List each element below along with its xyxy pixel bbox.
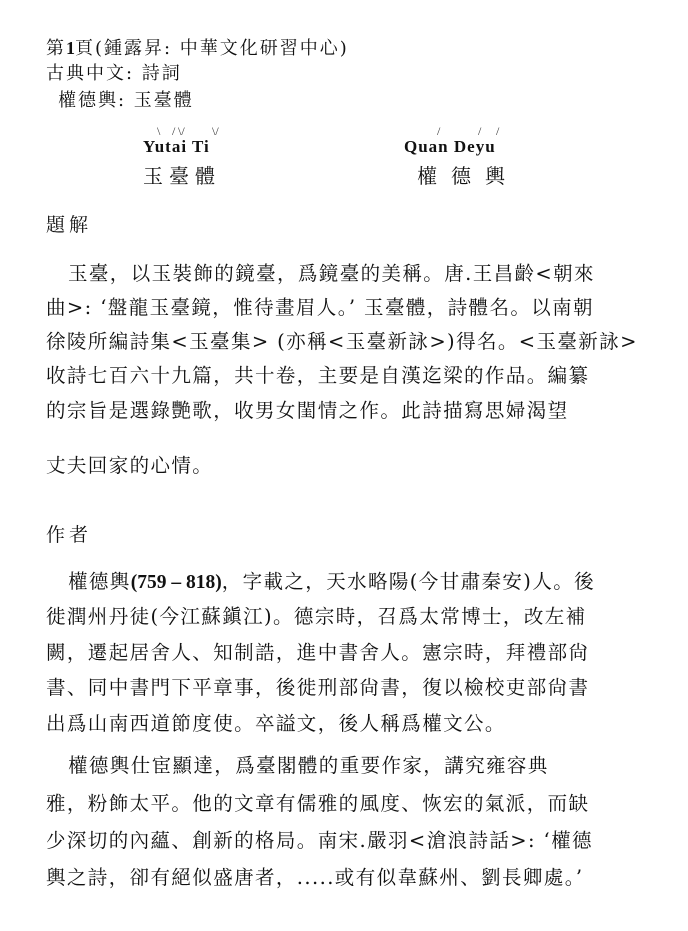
zuozhe-line: 權德輿仕宦顯達，爲臺閣體的重要作家，講究雍容典	[68, 754, 549, 777]
zuozhe-line: 闕，遷起居舍人、知制誥，進中書舍人。憲宗時，拜禮部尙	[46, 641, 590, 664]
page-label-suffix: 頁	[75, 38, 95, 59]
tijie-line: 收詩七百六十九篇，共十卷，主要是自漢迄梁的作品。編纂	[46, 364, 590, 387]
tone-mark: /	[172, 124, 176, 138]
tijie-line: 徐陵所編詩集<玉臺集> (亦稱<玉臺新詠>)得名。<玉臺新詠>	[46, 330, 638, 353]
poet-title-line: 權德輿: 玉臺體	[58, 90, 194, 111]
tone-mark: \/	[178, 124, 185, 138]
zuozhe-first-rest: ，字載之，天水略陽(今甘肅秦安)人。後	[221, 570, 596, 593]
section-heading-tijie: 題解	[46, 214, 93, 236]
tijie-line: 丈夫回家的心情。	[46, 454, 214, 477]
tone-mark: /	[478, 124, 482, 138]
tone-mark: \	[157, 124, 161, 138]
section-heading-zuozhe: 作者	[46, 524, 93, 546]
tijie-line: 的宗旨是選錄艷歌，收男女閨情之作。此詩描寫思婦渴望	[46, 399, 569, 422]
tone-mark: \/	[212, 124, 219, 138]
zuozhe-line: 書、同中書門下平章事，後徙刑部尙書，復以檢校吏部尙書	[46, 676, 590, 699]
zuozhe-line: 少深切的內蘊、創新的格局。南宋.嚴羽<滄浪詩話>: ‘權德	[46, 829, 593, 852]
author-note: (鍾露昇: 中華文化研習中心)	[95, 38, 349, 59]
tijie-line: 玉臺，以玉裝飾的鏡臺，爲鏡臺的美稱。唐.王昌齡<朝來	[68, 262, 595, 285]
zuozhe-line: 徙潤州丹徒(今江蘇鎭江)。德宗時，召爲太常博士，改左補	[46, 605, 587, 628]
tone-mark: /	[437, 124, 441, 138]
title-chars: 玉臺體	[143, 164, 221, 188]
header-page-line	[46, 36, 349, 61]
page-label: 第	[46, 38, 66, 59]
author-chars: 權德輿	[417, 164, 519, 188]
author-name: 權德輿	[68, 570, 131, 593]
zuozhe-line: 出爲山南西道節度使。卒謚文，後人稱爲權文公。	[46, 712, 506, 735]
zuozhe-line: 輿之詩，卻有絕似盛唐者，.....或有似韋蘇州、劉長卿處。’	[46, 866, 584, 889]
page-number: 1	[66, 38, 75, 58]
tijie-line: 曲>: ‘盤龍玉臺鏡，惟待畫眉人。’ 玉臺體，詩體名。以南朝	[46, 296, 594, 319]
category-line: 古典中文: 詩詞	[46, 63, 182, 84]
zuozhe-first-line	[68, 566, 595, 594]
tone-mark: /	[496, 124, 500, 138]
author-dates: (759 – 818)	[130, 572, 222, 593]
author-pinyin: Quan Deyu	[404, 137, 496, 156]
zuozhe-line: 雅，粉飾太平。他的文章有儒雅的風度、恢宏的氣派，而缺	[46, 792, 590, 815]
title-pinyin: Yutai Ti	[143, 137, 210, 156]
